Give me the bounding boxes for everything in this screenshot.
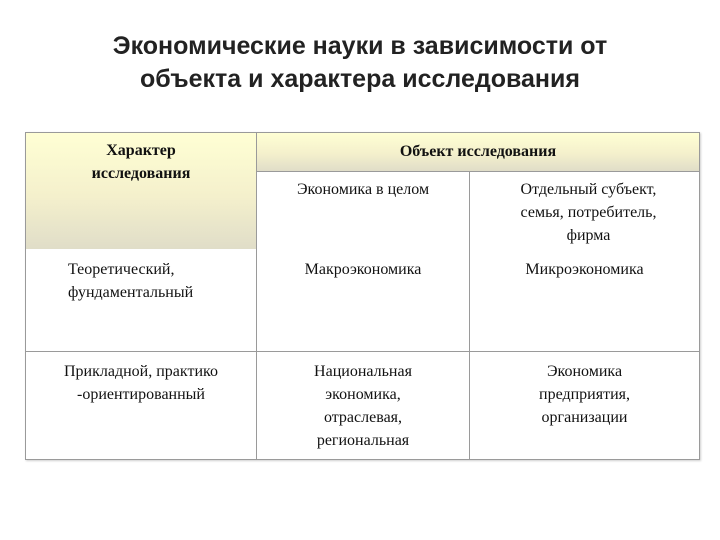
row-theoretical-macro: [257, 250, 469, 351]
subheader-individual-line-1: Отдельный субъект,: [520, 181, 657, 198]
page-title: [0, 30, 720, 96]
subheader-economy-whole: [257, 171, 469, 249]
row-applied-national: [257, 352, 469, 459]
subheader-economy-whole-text: Экономика в целом: [296, 181, 430, 198]
row-applied-enterprise-line-3: организации: [541, 409, 628, 426]
row-applied-label-line-2: -ориентированный: [77, 386, 205, 403]
row-theoretical-label-line-1: Теоретический,: [68, 261, 175, 278]
subheader-individual-line-3: фирма: [566, 227, 611, 244]
row-applied-enterprise: [470, 352, 699, 459]
row-theoretical-label-line-2: фундаментальный: [68, 284, 194, 301]
row-theoretical-label: [26, 250, 256, 351]
row-applied-national-line-1: Национальная: [314, 363, 412, 380]
row-applied-national-line-4: региональная: [316, 432, 410, 449]
row-theoretical-macro-text: Макроэкономика: [304, 261, 422, 278]
row-applied-label-line-1: Прикладной, практико: [64, 363, 218, 380]
grid-vline-1: [256, 133, 257, 459]
row-applied-enterprise-line-2: предприятия,: [539, 386, 630, 403]
row-applied-label: [26, 352, 256, 459]
page-title-line-1: Экономические науки в зависимости от: [112, 32, 608, 60]
grid-hline-row-2: [26, 351, 699, 352]
economics-table: [25, 132, 700, 460]
header-character-line-1: Характер: [106, 142, 176, 159]
header-character-line-2: исследования: [91, 165, 191, 182]
grid-hline-header: [257, 171, 699, 172]
header-object-cell: [257, 133, 699, 171]
subheader-individual-line-2: семья, потребитель,: [520, 204, 657, 221]
page-title-line-2: объекта и характера исследования: [140, 65, 580, 93]
subheader-individual: [470, 171, 699, 249]
grid-vline-2: [469, 171, 470, 459]
row-applied-national-line-3: отраслевая,: [323, 409, 403, 426]
row-theoretical-micro-text: Микроэкономика: [525, 261, 644, 278]
row-theoretical-micro: [470, 250, 699, 351]
row-applied-national-line-2: экономика,: [325, 386, 401, 403]
header-character-cell: [26, 133, 256, 249]
row-applied-enterprise-line-1: Экономика: [546, 363, 623, 380]
header-object-label: Объект исследования: [399, 143, 557, 160]
